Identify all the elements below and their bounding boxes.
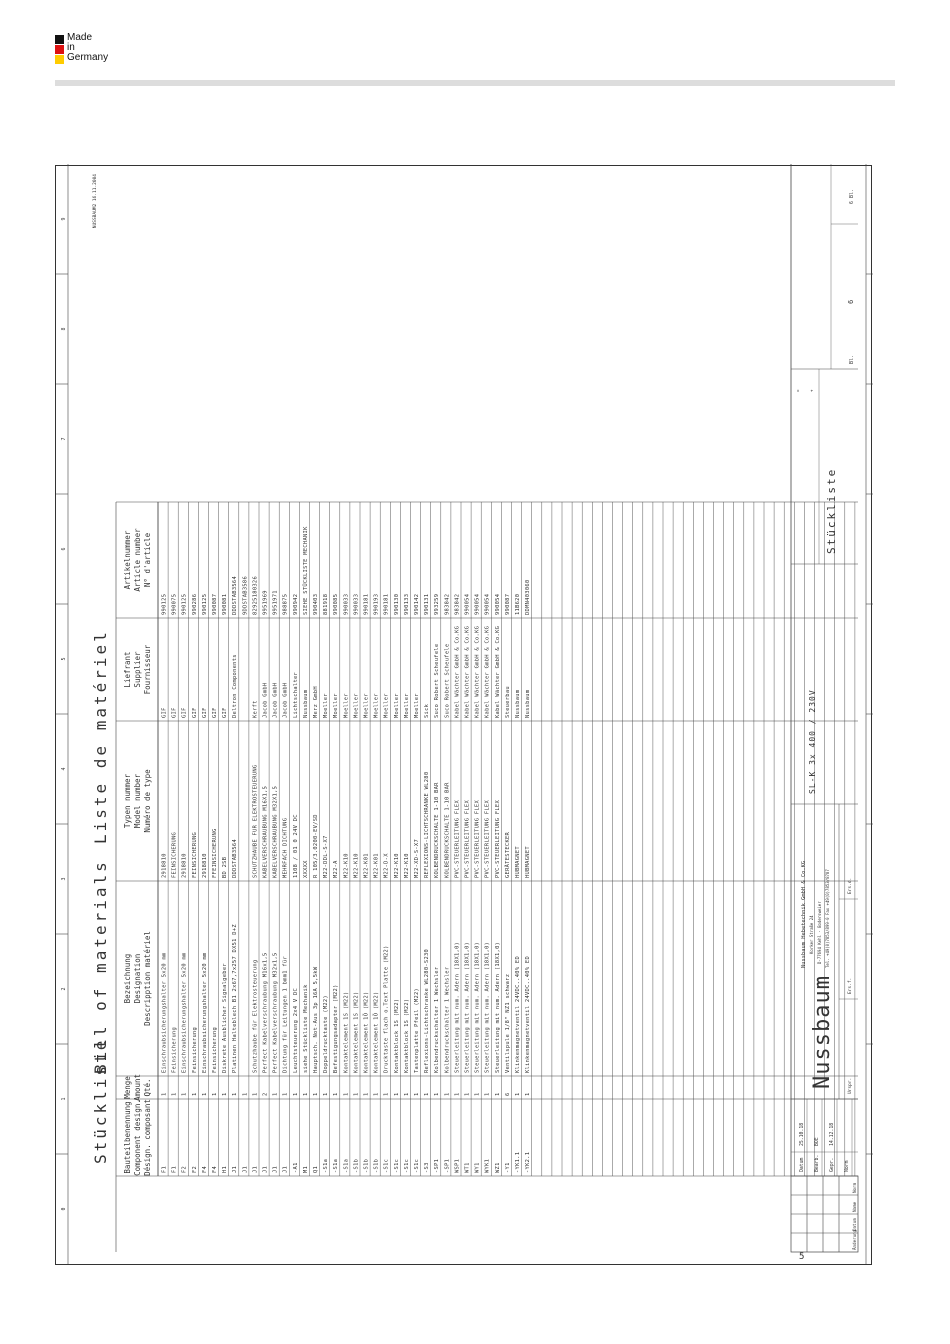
table-cell: Kabel Wächter GmbH & Co.KG: [494, 625, 501, 718]
table-cell: -S1c: [403, 1158, 410, 1173]
table-cell: REFLEXIONS-LICHTSCHRANKE WL280: [424, 771, 431, 878]
table-cell: Platinen Halteblech B1 2x67,7x257 DX51 D+Z: [232, 924, 239, 1073]
table-cell: -S1c: [383, 1158, 390, 1173]
table-cell: Jacob GmbH: [272, 682, 279, 718]
table-cell: J1: [252, 1165, 259, 1173]
flag-stripe-gold: [55, 55, 64, 64]
header-article: Article number: [133, 528, 142, 592]
table-cell: 990142: [414, 593, 420, 615]
table-cell: 1: [373, 1092, 380, 1096]
table-cell: 1: [171, 1092, 178, 1096]
table-cell: Steuerleitung mit num. Adern (18X1,0): [454, 941, 461, 1073]
column-number: 3: [61, 877, 67, 881]
table-cell: F1: [171, 1165, 178, 1173]
table-cell: Steuerbau: [504, 686, 511, 718]
flag-stripe-black: [55, 35, 64, 44]
table-cell: -S1b: [353, 1158, 360, 1173]
table-cell: Steuerleitung mit num. Adern (18X1,0): [464, 941, 471, 1073]
sheet-page: 6: [847, 299, 855, 304]
table-cell: Kontaktelement 1Ö (M22): [363, 991, 370, 1073]
revision-value: BOE: [815, 1137, 820, 1146]
table-cell: 1: [191, 1092, 198, 1096]
table-cell: KABELVERSCHRAUBUNG M32X1,5: [272, 785, 279, 878]
table-cell: HUBMAGNET: [525, 846, 532, 878]
table-cell: M22-A: [333, 860, 340, 878]
table-cell: Perfect Kabelverschraubung M16x1,5: [262, 952, 269, 1073]
footer-cell-label: Ers.d.: [848, 877, 853, 894]
table-cell: M1: [302, 1165, 309, 1173]
table-cell: WT1: [464, 1162, 471, 1173]
table-cell: 1: [353, 1092, 360, 1096]
table-cell: 990131: [424, 593, 431, 615]
table-cell: Steuerleitung mit num. Adern (18X1,0): [484, 941, 491, 1073]
table-cell: Nussbaum: [302, 689, 309, 718]
table-cell: WSP1: [454, 1158, 461, 1173]
column-number: 9: [61, 217, 67, 221]
table-cell: KOLBENDRUCKSCHALTE 1-10 BAR: [434, 782, 441, 878]
date-stamp: NUSSBAUM2 16.11.2004: [93, 174, 98, 229]
table-cell: 990286: [191, 593, 198, 615]
table-cell: Kabel Wächter GmbH & Co.KG: [484, 625, 491, 718]
column-number: 2: [61, 987, 67, 991]
table-cell: 1: [444, 1092, 451, 1096]
table-cell: 990133: [403, 593, 410, 615]
title-german: Stückliste: [91, 1037, 110, 1164]
table-cell: H1: [222, 1165, 229, 1173]
table-cell: Drucktaste flach o.Text Platte (M22): [383, 945, 390, 1073]
table-cell: Kolbendruckschalter 1 Wechsler: [434, 966, 441, 1073]
table-cell: 1: [333, 1092, 340, 1096]
table-cell: 990181: [383, 593, 390, 615]
table-cell: 2918810: [161, 853, 168, 878]
table-cell: PVC-STEUERLEITUNG FLEX: [494, 800, 501, 878]
table-cell: 990193: [373, 593, 380, 615]
table-cell: -Y1: [504, 1162, 511, 1173]
table-cell: -S3: [424, 1162, 431, 1173]
table-cell: 9951971: [272, 590, 279, 615]
table-cell: PVC-STEUERLEITUNG FLEX: [474, 800, 481, 878]
table-cell: 990125: [201, 593, 208, 615]
header-designation: Descripption matériel: [143, 931, 152, 1026]
table-cell: XXXXX: [302, 860, 309, 878]
table-cell: F1: [161, 1165, 168, 1173]
table-cell: 990033: [353, 593, 360, 615]
table-cell: 1: [393, 1092, 400, 1096]
table-cell: M22-DDL-S-X7: [323, 835, 330, 878]
table-cell: Steuerleitung mit num. Adern (18X1,0): [474, 941, 481, 1073]
table-cell: Reflexions-Lichtschranke WL280-S230: [424, 948, 431, 1073]
table-cell: Moeller: [353, 693, 360, 718]
table-cell: Klinkenmagnetventil 24VDC..40% ED: [525, 956, 532, 1073]
column-number: 1: [61, 1097, 67, 1101]
table-cell: SIEHE STÜCKLISTE MECHANIK: [302, 526, 309, 615]
revision-value: 14.12.18: [830, 1122, 835, 1146]
table-cell: 1: [343, 1092, 350, 1096]
table-cell: GIF: [222, 707, 229, 718]
revision-label: Bearb.: [815, 1154, 820, 1172]
table-cell: siehe Stückliste Mechanik: [302, 984, 309, 1073]
table-cell: 1: [484, 1092, 491, 1096]
table-cell: MEHRFACH DICHTUNG: [282, 817, 289, 878]
table-cell: 983842: [454, 593, 461, 615]
header-model: Numéro de type: [143, 769, 152, 833]
nussbaum-logo: Nussbaum: [810, 975, 835, 1089]
badge-text: [67, 33, 108, 63]
table-cell: Jacob GmbH: [262, 682, 269, 718]
table-cell: Q1: [313, 1165, 319, 1173]
bill-of-materials-sheet: [55, 165, 872, 1265]
column-number: 7: [61, 437, 67, 441]
table-cell: F2: [191, 1165, 198, 1173]
table-cell: BD 2SB: [222, 856, 229, 878]
sheet-total: 6 Bl.: [849, 188, 855, 204]
table-cell: 990087: [212, 593, 218, 615]
table-cell: -S1c: [414, 1158, 420, 1173]
sheet-label: Bl.: [849, 354, 855, 364]
table-cell: Moeller: [414, 693, 420, 718]
header-supplier: Supplier: [133, 651, 142, 688]
table-cell: DDDSTAB3564: [232, 839, 239, 878]
table-cell: KABELVERSCHRAUBUNG M16X1,5: [262, 785, 269, 878]
table-cell: Kontaktelement 1Ö (M22): [373, 991, 380, 1073]
table-cell: Kabel Wächter GmbH & Co.KG: [454, 625, 461, 718]
table-cell: 881918: [323, 593, 330, 615]
table-cell: 990075: [171, 593, 178, 615]
table-cell: 1: [161, 1092, 168, 1096]
table-cell: GIF: [212, 707, 218, 718]
table-cell: 1: [252, 1092, 259, 1096]
table-cell: PVC-STEUERLEITUNG FLEX: [484, 800, 491, 878]
revision-footer-label: Änderung: [852, 1229, 857, 1250]
table-cell: F4: [201, 1165, 208, 1173]
table-cell: PVC-STEUERLEITUNG FLEX: [454, 800, 461, 878]
table-cell: Einschraubsicherungshalter 5x20 mm: [181, 952, 188, 1073]
table-cell: Befestigungsadapter (M22): [333, 984, 340, 1073]
table-cell: 1: [515, 1092, 521, 1096]
table-cell: WY1: [474, 1162, 481, 1173]
table-cell: Feinsicherung: [212, 1026, 218, 1073]
table-cell: 1: [383, 1092, 390, 1096]
column-number: 8: [61, 327, 67, 331]
table-cell: 990033: [343, 593, 350, 615]
table-cell: Kontaktblock 1S (M22): [403, 998, 410, 1073]
table-cell: Merz GmbH: [313, 686, 319, 718]
header-divider: [55, 80, 895, 86]
table-cell: 6: [504, 1092, 511, 1096]
table-cell: 1: [464, 1092, 471, 1096]
table-cell: 990054: [494, 593, 501, 615]
table-cell: 1: [292, 1092, 299, 1096]
table-cell: Moeller: [403, 693, 410, 718]
table-cell: 1: [363, 1092, 370, 1096]
table-cell: Kerft: [252, 700, 259, 718]
revision-value: 25.10.18: [800, 1122, 805, 1146]
table-cell: J1: [232, 1165, 239, 1173]
table-cell: 1: [403, 1092, 410, 1096]
table-cell: 1: [494, 1092, 501, 1096]
table-cell: Feinsicherung: [191, 1026, 198, 1073]
page-number: 5: [799, 1252, 805, 1262]
column-number: 0: [61, 1207, 67, 1211]
table-cell: Leuchtsteuerung 2x4 V DC: [292, 987, 299, 1073]
table-cell: 990125: [181, 593, 188, 615]
company-name: Nussbaum Hebetechnik GmbH & Co.KG: [801, 860, 807, 968]
badge-line-3: Germany: [67, 52, 109, 63]
table-cell: Feinsicherung: [171, 1026, 178, 1073]
table-cell: 2: [262, 1092, 269, 1096]
header-model: Typen nummer: [123, 773, 132, 829]
table-cell: Suco Robert Scheufele: [434, 643, 441, 718]
table-cell: Steuerleitung mit num. Adern (18X1,0): [494, 941, 501, 1073]
column-number: 5: [61, 657, 67, 661]
table-cell: Einschraubsicherungshalter 5x20 mm: [161, 952, 168, 1073]
table-cell: 990181: [363, 593, 370, 615]
table-cell: FEINSICHERUNG: [191, 831, 198, 878]
table-cell: M22-K10: [343, 853, 350, 878]
table-cell: 9951969: [262, 590, 269, 615]
table-cell: M22-K01: [363, 853, 370, 878]
table-cell: 990054: [484, 593, 491, 615]
company-city: D-77694 Kehl - Bodersweier: [817, 901, 822, 964]
header-component: Component design.: [133, 1099, 142, 1176]
table-cell: F4: [212, 1165, 218, 1173]
table-cell: -S1b: [363, 1158, 370, 1173]
table-cell: M22-XD-S-X7: [414, 839, 420, 878]
table-cell: 9DDSTAB3586: [242, 576, 249, 615]
table-cell: Hauptsch. Not-Aus 3p 16A 5,5kW: [313, 966, 319, 1073]
table-cell: PVC-STEUERLEITUNG FLEX: [464, 800, 471, 878]
column-number: 4: [61, 767, 67, 771]
column-number: 6: [61, 547, 67, 551]
table-cell: 1: [302, 1092, 309, 1096]
title-french: Liste de matériel: [91, 629, 110, 844]
table-cell: Moeller: [333, 693, 340, 718]
header-component: Bauteilbenennung: [123, 1101, 132, 1174]
table-cell: Dichtung für Leitungen 1 bmm1 für: [282, 956, 289, 1073]
table-cell: 1: [282, 1092, 289, 1096]
table-cell: Tastenplatte Pfeil (M22): [414, 987, 420, 1073]
table-cell: 1: [201, 1092, 208, 1096]
table-cell: J1: [262, 1165, 269, 1173]
table-cell: Moeller: [373, 693, 380, 718]
table-cell: 990054: [464, 593, 471, 615]
table-cell: GIF: [161, 707, 168, 718]
badge-line-1: Made: [67, 32, 93, 43]
table-cell: 1: [525, 1092, 532, 1096]
table-cell: 1: [313, 1092, 319, 1096]
table-cell: 990081: [222, 593, 229, 615]
header-article: N° d'article: [143, 532, 152, 588]
flag-stripe-red: [55, 45, 64, 54]
table-cell: 990942: [292, 593, 299, 615]
header-article: Artikelnummer: [123, 530, 132, 590]
table-cell: Ventilspule 1/8" NZ1 schwarz: [504, 973, 511, 1073]
table-cell: 990130: [393, 593, 400, 615]
table-cell: 993259: [434, 593, 441, 615]
table-cell: 1: [434, 1092, 441, 1096]
table-cell: -A1: [292, 1162, 299, 1173]
header-amount: Menge: [123, 1076, 132, 1099]
table-cell: M22-K01: [373, 853, 380, 878]
table-cell: 990054: [474, 593, 481, 615]
table-cell: GIF: [181, 707, 188, 718]
table-cell: M22-D-X: [383, 853, 390, 878]
table-cell: Klinkenmagnetventil 24VDC..40% ED: [515, 956, 521, 1073]
table-cell: M22-K10: [353, 853, 360, 878]
table-cell: 11B620: [515, 593, 521, 615]
header-designation: Designation: [133, 953, 142, 1004]
table-cell: HUBMAGNET: [515, 846, 521, 878]
header-amount: Qté.: [143, 1078, 152, 1097]
table-cell: -YK1.1: [515, 1151, 521, 1173]
table-cell: 2918810: [201, 853, 208, 878]
company-phone: Tel. +49(0)7853/899-0 Fax +49(0)7853/8787: [825, 869, 830, 968]
table-cell: Jacob GmbH: [282, 682, 289, 718]
footer-cell-label: Urspr.: [848, 1077, 853, 1094]
header-designation: Bezeichnung: [123, 953, 132, 1004]
table-cell: 1: [414, 1092, 420, 1096]
table-cell: Moeller: [383, 693, 390, 718]
table-cell: GIF: [201, 707, 208, 718]
table-cell: FFEINSICHERUNG: [212, 828, 218, 878]
table-cell: 1: [222, 1092, 229, 1096]
table-cell: 990403: [313, 593, 319, 615]
table-cell: J1: [242, 1165, 249, 1173]
table-cell: -SP1: [444, 1158, 451, 1173]
table-cell: GERÄTESTECKER: [504, 831, 511, 878]
table-cell: FEINSICHERUNG: [171, 831, 178, 878]
revision-footer-label: Name: [852, 1201, 857, 1212]
table-cell: -YK2.1: [525, 1151, 532, 1173]
company-address: Korker Straße 24: [809, 915, 814, 954]
table-cell: Lichtschalter: [292, 671, 299, 718]
table-cell: -S1a: [333, 1158, 340, 1173]
table-cell: Kabel Wächter GmbH & Co.KG: [474, 625, 481, 718]
revision-footer-label: Datum: [852, 1218, 857, 1231]
table-cell: Sick: [424, 703, 431, 718]
table-cell: GIF: [191, 707, 198, 718]
table-cell: SCHUTZHAUBE FUR ELEKTROSTEUERUNG: [252, 764, 259, 878]
table-cell: 990087: [504, 593, 511, 615]
sheet-eq-mark: =: [795, 389, 800, 392]
table-cell: Diskrete Ausblicher Signalgeber: [222, 963, 229, 1073]
table-cell: J1: [282, 1165, 289, 1173]
title-english: Bill of materials: [91, 859, 110, 1074]
table-cell: DDMN403060: [525, 579, 532, 615]
table-cell: DDDSTAB3564: [232, 576, 239, 615]
table-cell: 1: [272, 1092, 279, 1096]
table-cell: 1: [181, 1092, 188, 1096]
table-cell: Kontaktelement 1S (M22): [343, 991, 350, 1073]
table-cell: 990085: [333, 593, 340, 615]
sheet-drawing: [56, 164, 873, 1264]
table-cell: 1: [232, 1092, 239, 1096]
table-cell: Einschraubsicherungshalter 5x20 mm: [201, 952, 208, 1073]
sheet-plus-mark: +: [809, 389, 814, 392]
table-cell: Kontaktelement 1S (M22): [353, 991, 360, 1073]
table-cell: Suco Robert Scheufele: [444, 643, 451, 718]
table-cell: Kolbendruckschalter 1 Wechsler: [444, 966, 451, 1073]
header-component: Désign. composant: [143, 1099, 152, 1176]
table-cell: Moeller: [343, 693, 350, 718]
badge-line-2: in: [67, 42, 75, 53]
table-cell: 990125: [161, 593, 168, 615]
table-cell: Moeller: [323, 693, 330, 718]
table-cell: WZ1: [494, 1162, 501, 1173]
header-model: Model number: [133, 773, 142, 829]
table-cell: Kabel Wächter GmbH & Co.KG: [464, 625, 471, 718]
table-cell: 1: [424, 1092, 431, 1096]
table-cell: -S1a: [323, 1158, 330, 1173]
table-cell: 2918810: [181, 853, 188, 878]
table-cell: Perfect Kabelverschraubung M32x1,5: [272, 952, 279, 1073]
revision-label: Norm: [845, 1160, 850, 1172]
table-cell: Nussbaum: [515, 689, 521, 718]
table-cell: KOLBENDRUCKSCHALTE 1-10 BAR: [444, 782, 451, 878]
table-cell: 988875: [282, 593, 289, 615]
header-amount: Amount: [133, 1073, 142, 1102]
header-supplier: Liefrant: [123, 651, 132, 688]
table-cell: 1: [454, 1092, 461, 1096]
table-cell: -S1b: [373, 1158, 380, 1173]
table-cell: J1: [272, 1165, 279, 1173]
header-supplier: Fournisseur: [143, 644, 152, 695]
table-cell: R 105/3.0200-EV/SD: [313, 814, 319, 878]
table-cell: 1: [323, 1092, 330, 1096]
table-cell: Nussbaum: [525, 689, 532, 718]
footer-cell-label: Ers.f.: [848, 977, 853, 994]
table-cell: 82925180326: [252, 576, 259, 615]
table-cell: 1: [242, 1092, 249, 1096]
table-cell: WYK1: [484, 1158, 491, 1173]
document-title: Stückliste: [825, 467, 838, 554]
table-cell: GIF: [171, 707, 178, 718]
revision-footer-label: Norm: [852, 1182, 857, 1193]
table-cell: Kontaktblock 1S (M22): [393, 998, 400, 1073]
table-cell: Schutzhaube für Elektrosteuerung: [252, 959, 259, 1073]
table-cell: 983842: [444, 593, 451, 615]
table-cell: -SP1: [434, 1158, 441, 1173]
table-cell: M22-K10: [403, 853, 410, 878]
table-cell: 1108 / 01 0 24V DC: [292, 814, 299, 878]
table-cell: 1: [474, 1092, 481, 1096]
table-cell: 1: [212, 1092, 218, 1096]
table-cell: M22-K10: [393, 853, 400, 878]
table-cell: Deltron Components: [232, 654, 239, 718]
table-cell: F2: [181, 1165, 188, 1173]
table-cell: Moeller: [393, 693, 400, 718]
table-cell: -S1a: [343, 1158, 350, 1173]
table-cell: -S1c: [393, 1158, 400, 1173]
table-cell: Doppeldrucktaste (M22): [323, 995, 330, 1073]
revision-label: Datum: [800, 1157, 805, 1172]
table-cell: Moeller: [363, 693, 370, 718]
drawing-title: SL-K 3x 400 / 230V: [808, 689, 817, 794]
revision-label: Gepr.: [830, 1157, 835, 1172]
